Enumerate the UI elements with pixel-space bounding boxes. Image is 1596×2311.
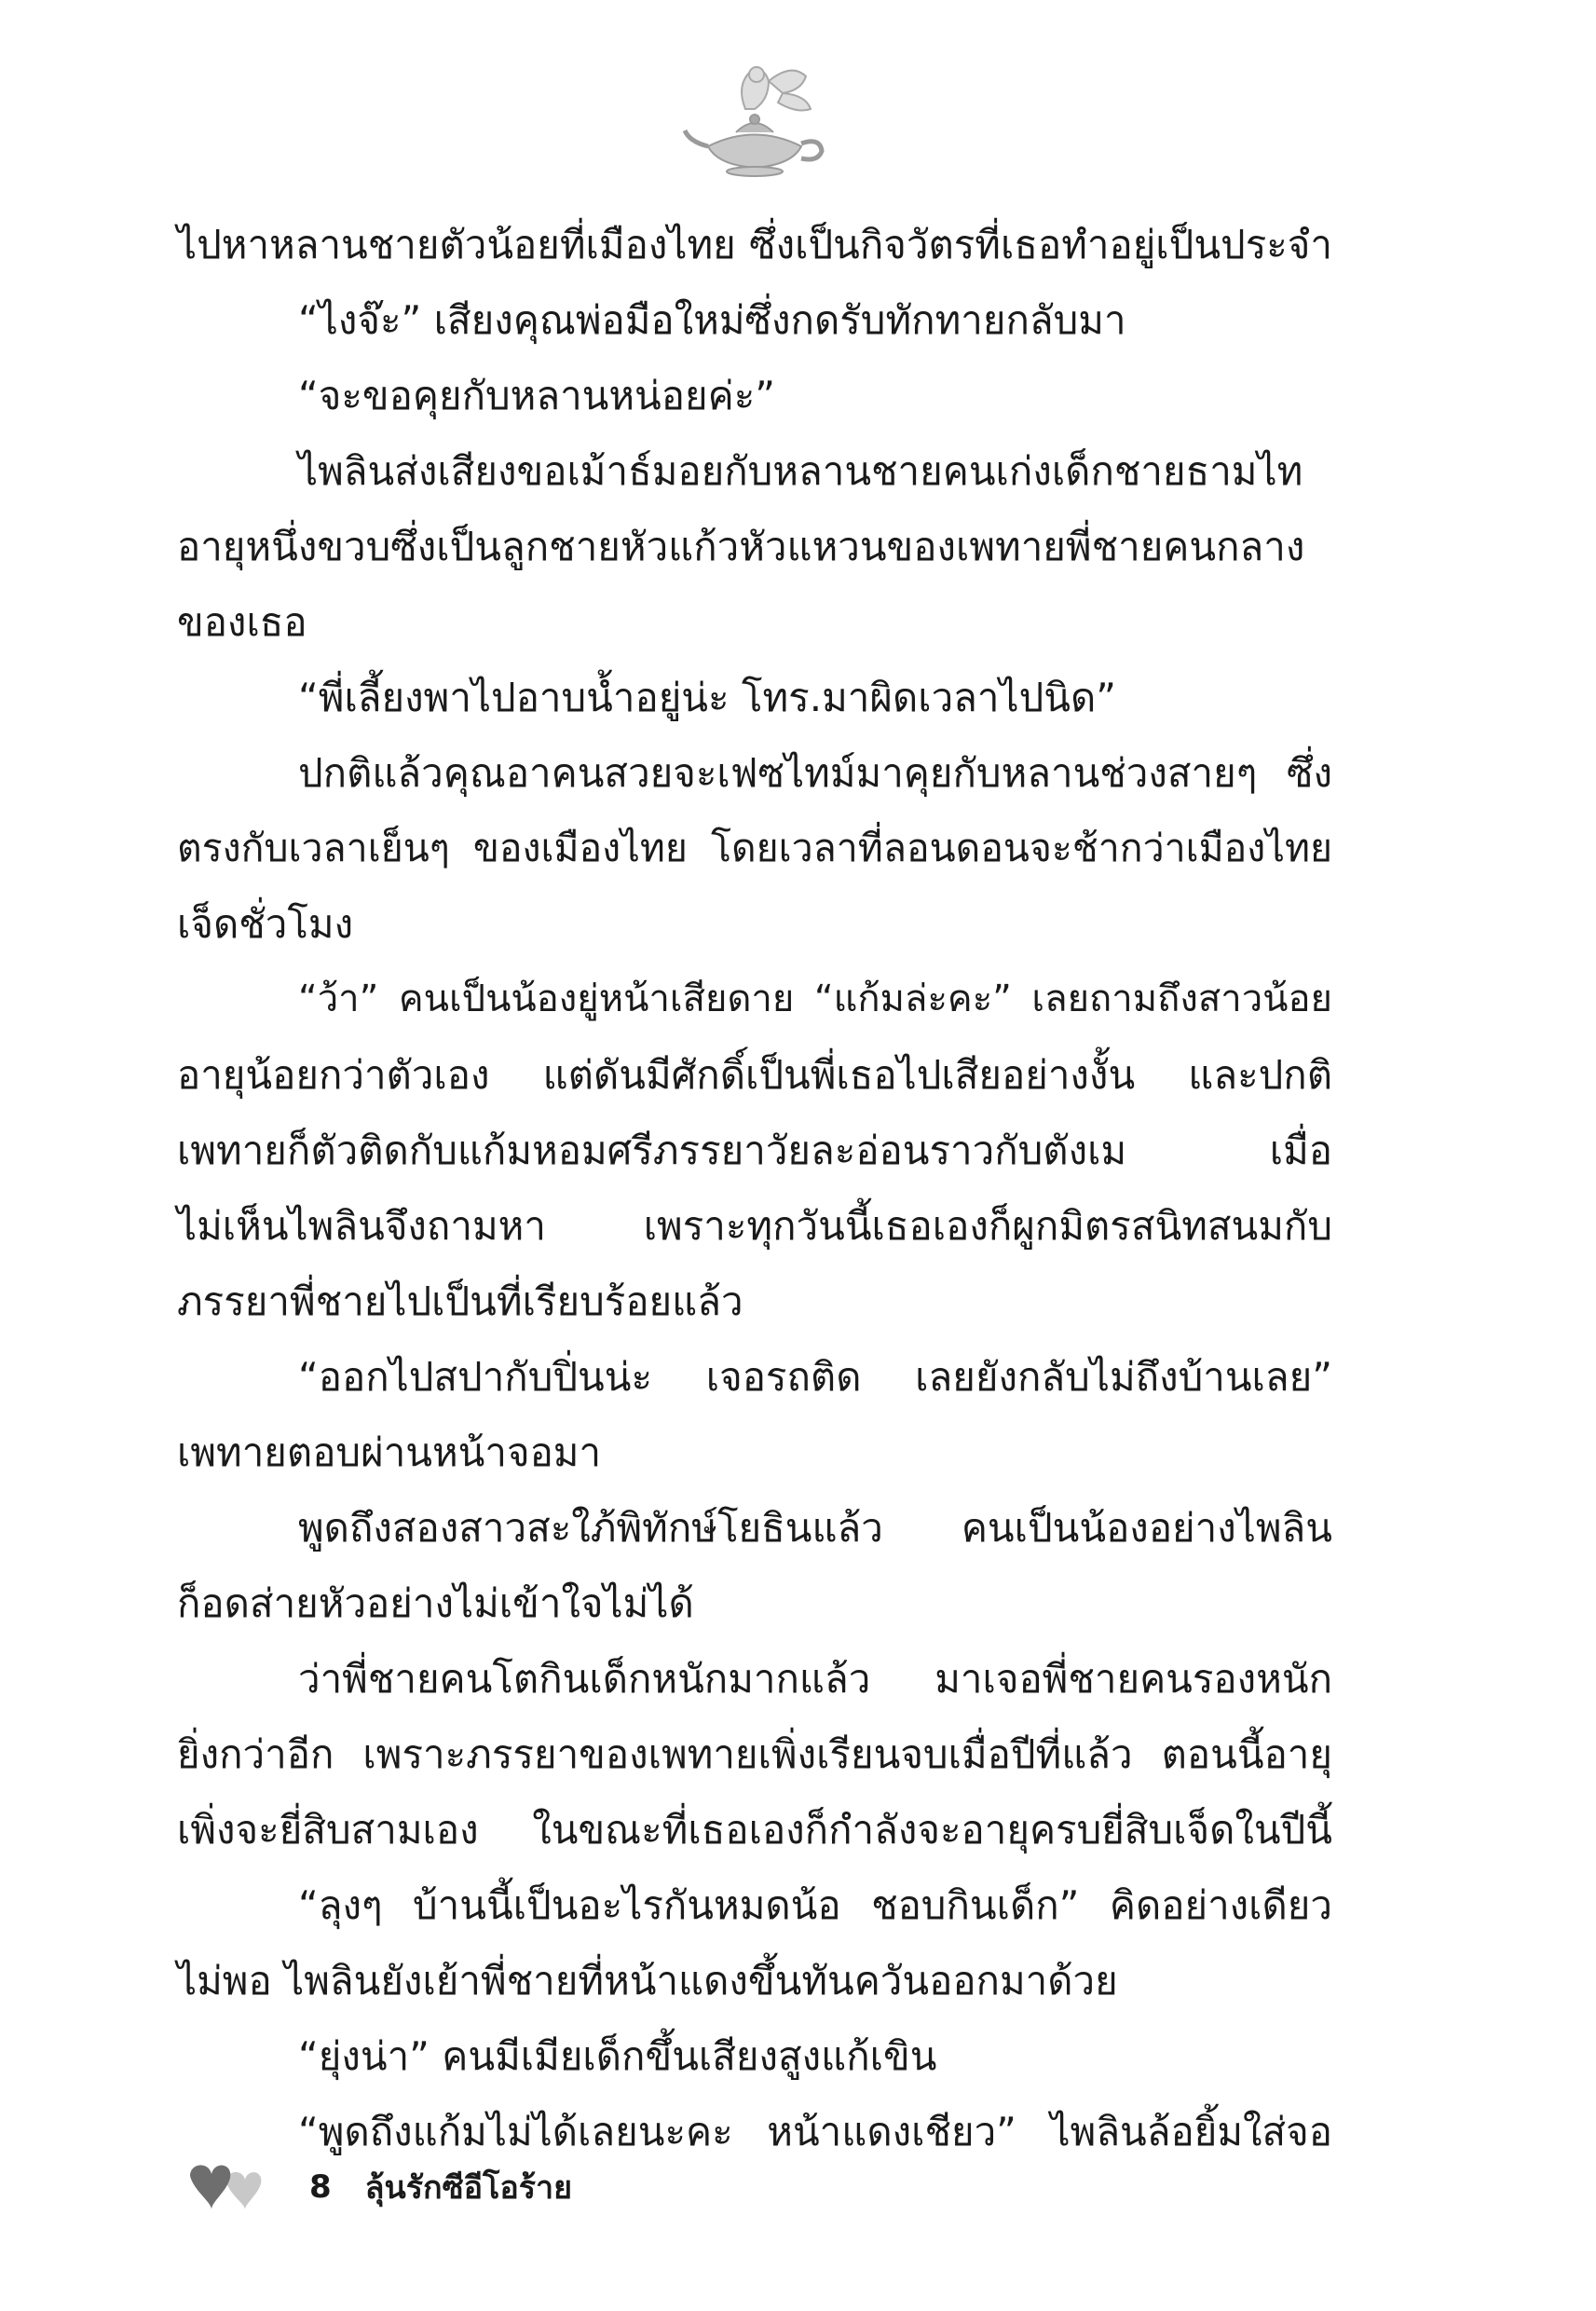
text-line: “ไงจ๊ะ” เสียงคุณพ่อมือใหม่ซึ่งกดรับทักทายกลับมา [298, 297, 1126, 343]
text-line: ไปหาหลานชายตัวน้อยที่เมืองไทย ซึ่งเป็นกิจวัตรที่เธอทำอยู่เป็นประจำ [177, 222, 1332, 267]
text-line: ก็อดส่ายหัวอย่างไม่เข้าใจไม่ได้ [177, 1580, 694, 1626]
text-line: พูดถึงสองสาวสะใภ้พิทักษ์โยธินแล้ว คนเป็นน้องอย่างไพลิน [298, 1505, 1332, 1551]
hearts-icon [183, 2159, 266, 2215]
text-line: เจ็ดชั่วโมง [177, 901, 354, 947]
text-line: “จะขอคุยกับหลานหน่อยค่ะ” [298, 373, 776, 418]
page-number: 8 [309, 2168, 332, 2206]
text-line: ว่าพี่ชายคนโตกินเด็กหนักมากแล้ว มาเจอพี่ชายคนรองหนัก [298, 1656, 1332, 1702]
text-line: “ยุ่งน่า” คนมีเมียเด็กขึ้นเสียงสูงแก้เขิน [298, 2033, 937, 2079]
cupid-teapot-icon [680, 58, 829, 179]
text-line: อายุหนึ่งขวบซึ่งเป็นลูกชายหัวแก้วหัวแหวนของเพทายพี่ชายคนกลาง [177, 524, 1305, 569]
text-line: ยิ่งกว่าอีก เพราะภรรยาของเพทายเพิ่งเรียนจบเมื่อปีที่แล้ว ตอนนี้อายุ [177, 1731, 1332, 1777]
text-line: เพทายตอบผ่านหน้าจอมา [177, 1429, 602, 1475]
text-line: “พูดถึงแก้มไม่ได้เลยนะคะ หน้าแดงเชียว” ไพลินล้อยิ้มใส่จอ [298, 2109, 1332, 2154]
text-line: “ว้า” คนเป็นน้องยู่หน้าเสียดาย “แก้มล่ะคะ” เลยถามถึงสาวน้อย [298, 978, 1332, 1020]
page-footer [183, 2154, 572, 2220]
text-line: ไม่พอ ไพลินยังเย้าพี่ชายที่หน้าแดงขึ้นทันควันออกมาด้วย [177, 1958, 1118, 2003]
text-line: เพทายก็ตัวติดกับแก้มหอมศรีภรรยาวัยละอ่อนราวกับตังเม เมื่อ [177, 1128, 1332, 1173]
text-line: “พี่เลี้ยงพาไปอาบน้ำอยู่น่ะ โทร.มาผิดเวลาไปนิด” [298, 675, 1117, 720]
text-line: ของเธอ [177, 599, 307, 645]
book-title: ลุ้นรักซีอีโอร้าย [364, 2169, 573, 2207]
text-line: “ออกไปสปากับปิ่นน่ะ เจอรถติด เลยยังกลับไม่ถึงบ้านเลย” [298, 1354, 1332, 1400]
text-line: ไพลินส่งเสียงขอเม้าธ์มอยกับหลานชายคนเก่งเด็กชายธามไท [298, 448, 1303, 494]
text-line: เพิ่งจะยี่สิบสามเอง ในขณะที่เธอเองก็กำลังจะอายุครบยี่สิบเจ็ดในปีนี้ [177, 1807, 1332, 1853]
text-line: ไม่เห็นไพลินจึงถามหา เพราะทุกวันนี้เธอเองก็ผูกมิตรสนิทสนมกับ [177, 1203, 1332, 1249]
text-line: ปกติแล้วคุณอาคนสวยจะเฟซไทม์มาคุยกับหลานช่วงสายๆ ซึ่ง [298, 750, 1332, 796]
text-line: “ลุงๆ บ้านนี้เป็นอะไรกันหมดน้อ ชอบกินเด็ก” คิดอย่างเดียว [298, 1882, 1332, 1928]
body-text [177, 207, 1332, 2169]
text-line: ตรงกับเวลาเย็นๆ ของเมืองไทย โดยเวลาที่ลอนดอนจะช้ากว่าเมืองไทย [177, 826, 1332, 870]
text-line: อายุน้อยกว่าตัวเอง แต่ดันมีศักดิ์เป็นพี่เธอไปเสียอย่างงั้น และปกติ [177, 1052, 1332, 1098]
text-line: ภรรยาพี่ชายไปเป็นที่เรียบร้อยแล้ว [177, 1279, 743, 1324]
